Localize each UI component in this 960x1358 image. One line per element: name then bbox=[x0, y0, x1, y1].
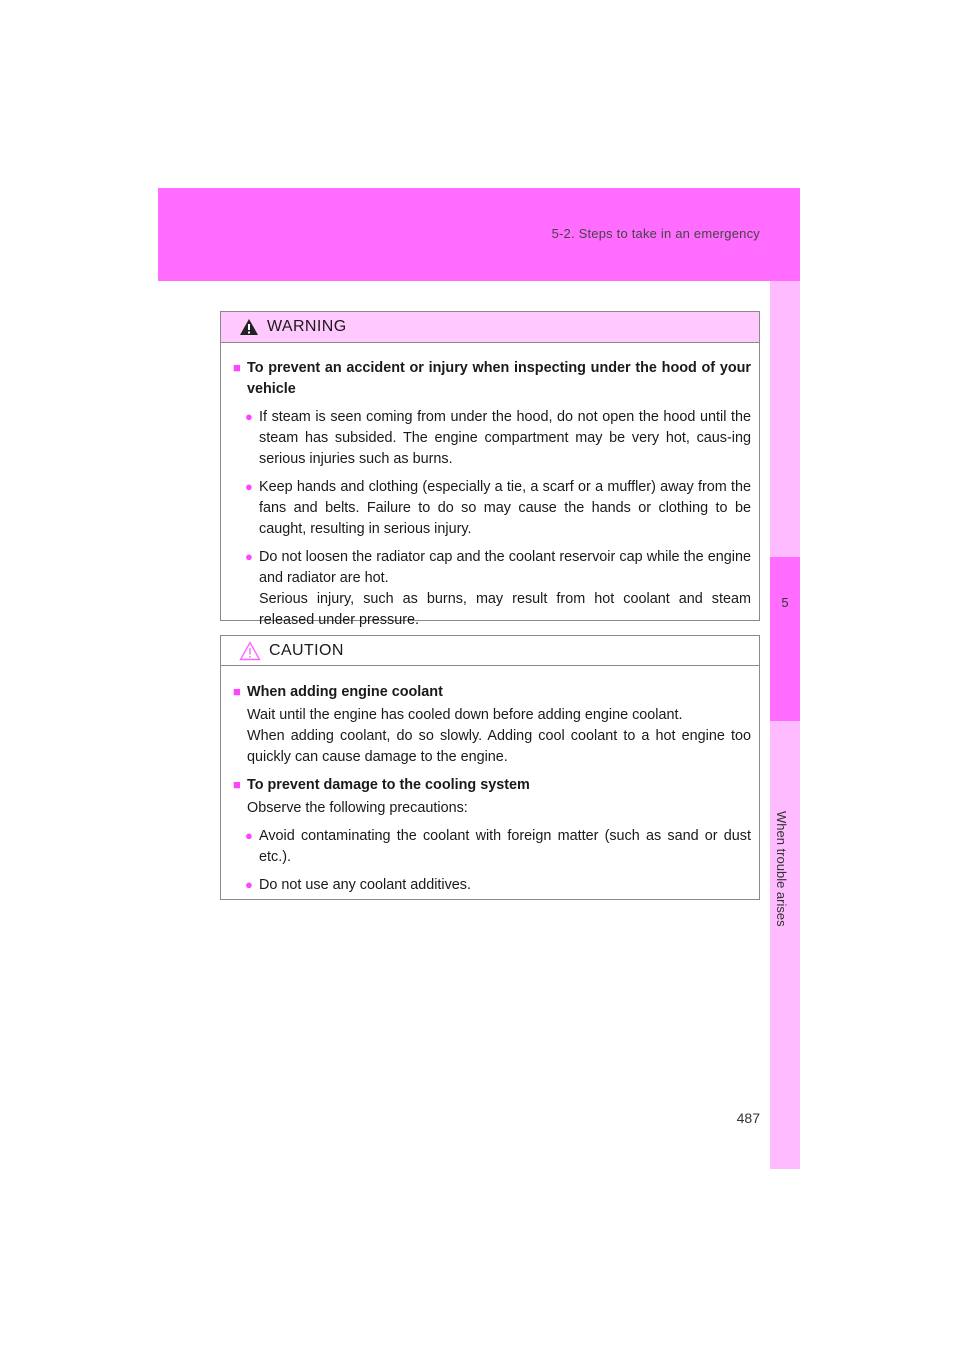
circle-bullet-icon: ● bbox=[245, 877, 253, 892]
paragraph: Wait until the engine has cooled down before adding engine coolant. bbox=[247, 707, 683, 723]
circle-bullet-icon: ● bbox=[245, 828, 253, 843]
list-item bbox=[229, 546, 751, 589]
square-bullet-icon: ■ bbox=[233, 777, 241, 792]
warning-triangle-icon bbox=[239, 318, 259, 336]
warning-body bbox=[221, 343, 759, 631]
list-item-continuation: Serious injury, such as burns, may result from hot coolant and steam released under pressure. bbox=[259, 591, 751, 628]
caution-heading-text: When adding engine coolant bbox=[247, 684, 443, 700]
warning-heading bbox=[229, 357, 751, 400]
circle-bullet-icon: ● bbox=[245, 409, 253, 424]
warning-box bbox=[220, 311, 760, 628]
circle-bullet-icon: ● bbox=[245, 479, 253, 494]
list-item-text: If steam is seen coming from under the hood, do not open the hood until the steam has subsided. The engine compartment may be very hot, caus-ing serious injuries such as burns. bbox=[259, 409, 751, 467]
header-band bbox=[158, 188, 800, 281]
side-tab bbox=[770, 281, 800, 1169]
list-item bbox=[229, 476, 751, 540]
list-item bbox=[229, 406, 751, 470]
caution-heading bbox=[229, 774, 751, 796]
chapter-number: 5 bbox=[770, 557, 800, 721]
list-item-text: Do not use any coolant additives. bbox=[259, 877, 471, 893]
caution-triangle-icon bbox=[239, 641, 261, 661]
page-number: 487 bbox=[736, 1110, 760, 1126]
caution-box bbox=[220, 635, 760, 900]
chapter-label: When trouble arises bbox=[774, 811, 789, 927]
caution-body bbox=[221, 666, 759, 896]
caution-title: CAUTION bbox=[269, 641, 344, 659]
list-item-text: Avoid contaminating the coolant with foreign matter (such as sand or dust etc.). bbox=[259, 828, 751, 865]
paragraph: Observe the following precautions: bbox=[247, 800, 468, 816]
caution-heading bbox=[229, 681, 751, 703]
list-item bbox=[229, 874, 751, 896]
circle-bullet-icon: ● bbox=[245, 549, 253, 564]
warning-heading-text: To prevent an accident or injury when inspecting under the hood of your vehicle bbox=[247, 360, 751, 397]
list-item-text: Keep hands and clothing (especially a tie, a scarf or a muffler) away from the fans and belts. Failure to do so may cause the hands or clothing to be caught, resulting in serious injury. bbox=[259, 479, 751, 537]
caution-heading-text: To prevent damage to the cooling system bbox=[247, 777, 530, 793]
warning-title: WARNING bbox=[267, 318, 347, 335]
paragraph: When adding coolant, do so slowly. Adding cool coolant to a hot engine too quickly can cause damage to the engine. bbox=[247, 728, 751, 765]
section-title: 5-2. Steps to take in an emergency bbox=[551, 226, 760, 241]
warning-header bbox=[221, 312, 759, 343]
square-bullet-icon: ■ bbox=[233, 684, 241, 699]
list-item bbox=[229, 825, 751, 868]
list-item-text: Do not loosen the radiator cap and the coolant reservoir cap while the engine and radiator are hot. bbox=[259, 549, 751, 586]
square-bullet-icon: ■ bbox=[233, 360, 241, 375]
caution-header bbox=[221, 636, 759, 666]
